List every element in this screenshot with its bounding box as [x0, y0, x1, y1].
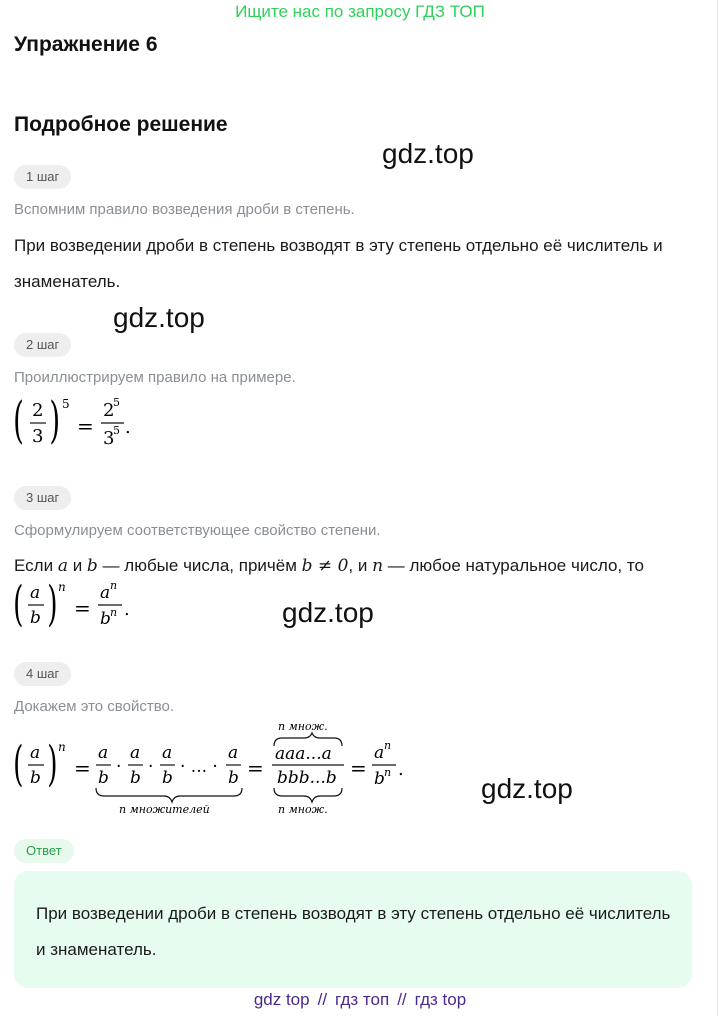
svg-text:a: a — [30, 743, 41, 763]
brace-label: n множ. — [278, 803, 328, 816]
svg-text:b: b — [130, 768, 141, 788]
step-badge: 1 шаг — [14, 165, 71, 189]
svg-text:a: a — [30, 583, 41, 603]
footer-link[interactable]: гдз top — [414, 990, 467, 1009]
svg-text:(: ( — [13, 736, 24, 793]
numerator: 2 — [32, 400, 44, 421]
svg-text:·: · — [116, 757, 122, 777]
svg-text:b: b — [100, 609, 111, 629]
step-hint: Сформулируем соответствующее свойство степени. — [14, 522, 381, 539]
svg-text:=: = — [74, 756, 91, 780]
formula-example — [12, 392, 172, 458]
answer-badge: Ответ — [14, 839, 74, 863]
svg-text:.: . — [124, 599, 130, 620]
answer-text: При возведении дроби в степень возводят в эту степень отдельно её числитель и знаменатель. — [36, 904, 671, 959]
svg-text:a: a — [100, 583, 111, 603]
footer-links — [0, 990, 720, 1010]
svg-text:a: a — [162, 743, 173, 763]
svg-text:n: n — [384, 766, 392, 779]
footer-link[interactable]: гдз топ — [335, 990, 390, 1009]
right-border — [717, 0, 718, 1016]
svg-text:a: a — [130, 743, 141, 763]
svg-text:a: a — [374, 743, 385, 763]
svg-text:n: n — [110, 579, 118, 592]
numerator: 2 — [103, 400, 115, 421]
svg-text:): ) — [47, 736, 58, 793]
exponent: 5 — [113, 424, 120, 437]
brace-label: n множителей — [119, 803, 210, 816]
svg-text:.: . — [398, 759, 404, 780]
svg-text:·: · — [148, 757, 154, 777]
exponent: 5 — [113, 396, 120, 409]
step-badge: 2 шаг — [14, 333, 71, 357]
svg-text:n: n — [58, 740, 66, 754]
svg-text:b: b — [228, 768, 239, 788]
denominator: 3 — [103, 428, 115, 449]
svg-text:· ... ·: · ... · — [180, 757, 218, 777]
formula-proof — [12, 716, 432, 822]
svg-text:n: n — [110, 606, 118, 619]
svg-text:a: a — [98, 743, 109, 763]
step-text: При возведении дроби в степень возводят в эту степень отдельно её числитель и знаменатель. — [14, 236, 663, 291]
svg-text:=: = — [350, 756, 367, 780]
watermark: gdz.top — [113, 302, 205, 333]
svg-text:b: b — [30, 608, 41, 628]
footer-separator: // — [317, 990, 328, 1009]
step-badge: 4 шаг — [14, 662, 71, 686]
watermark: gdz.top — [382, 138, 474, 169]
period: . — [125, 417, 131, 438]
top-banner[interactable]: Ищите нас по запросу ГДЗ ТОП — [235, 2, 485, 21]
svg-text:b: b — [98, 768, 109, 788]
svg-text:b: b — [374, 769, 385, 789]
step-badge: 3 шаг — [14, 486, 71, 510]
svg-text:a: a — [228, 743, 239, 763]
svg-text:bbb...b: bbb...b — [277, 768, 337, 788]
svg-text:): ) — [47, 576, 58, 633]
svg-text:(: ( — [13, 576, 24, 633]
equals: = — [77, 414, 94, 438]
svg-text:=: = — [247, 756, 264, 780]
svg-text:b: b — [30, 768, 41, 788]
step-hint: Проиллюстрируем правило на примере. — [14, 369, 296, 386]
step-hint: Докажем это свойство. — [14, 698, 174, 715]
paren-right: ) — [49, 392, 61, 450]
svg-text:=: = — [74, 596, 91, 620]
step-text: Если a и b — любые числа, причём b ≠ 0, и n — любое натуральное число, то — [14, 556, 644, 576]
section-title: Подробное решение — [14, 113, 228, 136]
step-hint: Вспомним правило возведения дроби в степень. — [14, 201, 355, 218]
svg-text:b: b — [162, 768, 173, 788]
svg-text:aaa...a: aaa...a — [275, 744, 332, 764]
svg-text:n: n — [58, 580, 66, 594]
footer-separator: // — [397, 990, 407, 1009]
paren-left: ( — [13, 392, 24, 450]
exponent: 5 — [62, 397, 70, 411]
svg-text:n: n — [384, 739, 392, 752]
brace-label: n множ. — [278, 720, 328, 733]
formula-property — [12, 576, 172, 638]
watermark: gdz.top — [282, 597, 374, 628]
page-title: Упражнение 6 — [14, 33, 158, 56]
watermark: gdz.top — [481, 773, 573, 804]
denominator: 3 — [32, 426, 44, 447]
footer-link[interactable]: gdz top — [253, 990, 310, 1009]
